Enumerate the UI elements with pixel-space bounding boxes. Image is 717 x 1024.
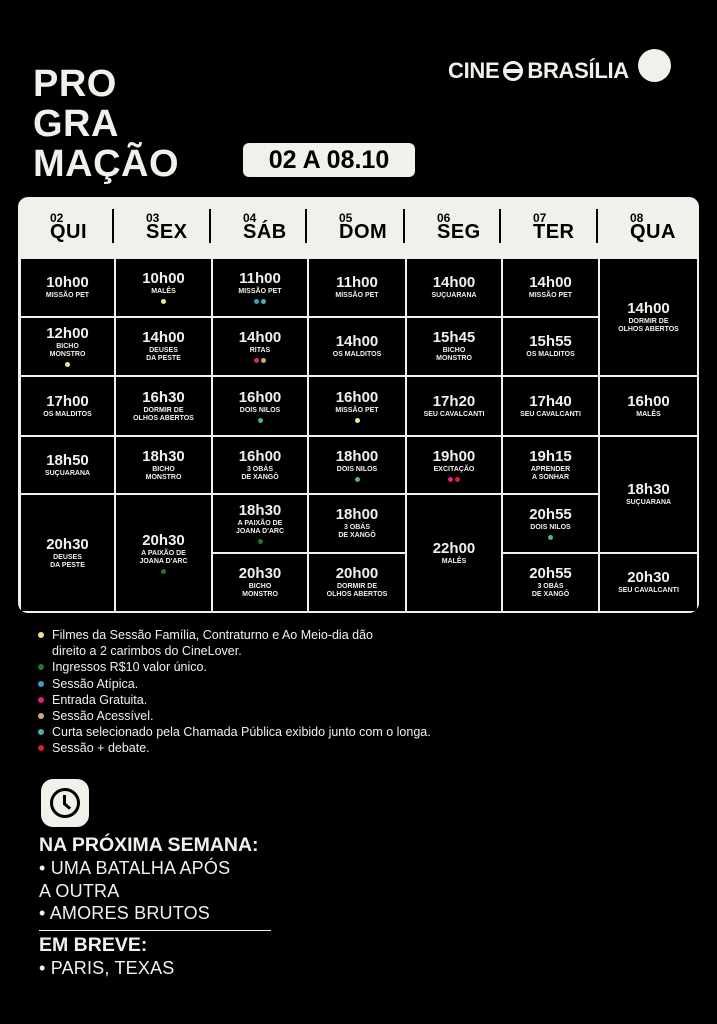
session-time: 19h00 xyxy=(432,447,476,465)
tag-dot-atipica xyxy=(254,299,259,304)
session-time: 12h00 xyxy=(46,325,89,342)
tag-dot-familia xyxy=(65,362,70,367)
session-time: 20h55 xyxy=(529,506,572,523)
session-cell xyxy=(600,377,697,435)
legend-text: Entrada Gratuita. xyxy=(52,692,148,707)
tag-dot-curta xyxy=(355,477,360,482)
session-tags xyxy=(65,362,70,367)
session-time: 16h00 xyxy=(238,388,282,406)
tag-dot-curta xyxy=(548,535,553,540)
session-film: 3 OBÁS DE XANGÔ xyxy=(531,583,570,598)
session-time: 20h55 xyxy=(529,565,572,582)
session-tags xyxy=(254,358,266,363)
tag-dot-gratuita xyxy=(254,358,259,363)
session-cell xyxy=(21,377,114,435)
session-cell xyxy=(21,437,114,493)
session-cell xyxy=(503,259,598,316)
session-cell xyxy=(213,318,307,375)
session-cell xyxy=(407,495,501,611)
session-film: MISSÃO PET xyxy=(45,292,90,299)
legend-text: Curta selecionado pela Chamada Pública exibido junto com o longa. xyxy=(52,725,431,740)
day-number: 04 xyxy=(243,211,257,225)
day-header xyxy=(18,197,88,257)
session-film: MALÊS xyxy=(151,288,176,295)
title-line-2: GRA xyxy=(33,103,119,145)
session-time: 18h30 xyxy=(627,481,670,498)
session-cell xyxy=(116,259,211,316)
logo-text-right: BRASÍLIA xyxy=(527,58,629,83)
session-cell xyxy=(600,259,697,375)
session-time: 16h00 xyxy=(238,447,282,465)
session-cell xyxy=(213,377,307,435)
session-film: MALÊS xyxy=(441,557,467,565)
session-time: 20h30 xyxy=(46,535,89,553)
session-film: DOIS NILOS xyxy=(336,465,378,473)
session-time: 14h00 xyxy=(627,299,670,317)
session-cell xyxy=(309,318,405,375)
next-week-heading: NA PRÓXIMA SEMANA: xyxy=(39,834,259,856)
legend-dot-curta xyxy=(38,729,44,735)
day-header xyxy=(307,197,388,257)
session-cell xyxy=(407,377,501,435)
session-film: DORMIR DE OLHOS ABERTOS xyxy=(618,317,679,333)
session-time: 11h00 xyxy=(336,274,378,291)
day-separator xyxy=(209,209,211,243)
clock-app-icon xyxy=(41,779,89,827)
tag-dot-familia xyxy=(355,418,360,423)
session-time: 20h00 xyxy=(335,565,379,582)
day-name: SEX xyxy=(146,221,188,243)
legend-text: Sessão Acessível. xyxy=(52,709,154,724)
session-time: 20h30 xyxy=(627,569,670,586)
legend-item xyxy=(38,740,431,756)
session-time: 18h30 xyxy=(238,502,282,519)
session-cell xyxy=(116,437,211,493)
session-cell xyxy=(116,318,211,375)
legend-dot-ingresso xyxy=(38,664,44,670)
session-film: RITAS xyxy=(249,347,271,354)
day-header xyxy=(405,197,481,257)
session-film: A PAIXÃO DE JOANA D'ARC xyxy=(235,520,285,535)
session-film: OS MALDITOS xyxy=(526,351,575,358)
legend xyxy=(38,627,431,757)
session-time: 17h00 xyxy=(46,392,89,410)
session-film: SEU CAVALCANTI xyxy=(423,410,485,418)
session-cell xyxy=(600,437,697,552)
session-cell xyxy=(503,554,598,611)
session-time: 16h00 xyxy=(627,392,670,410)
session-time: 15h45 xyxy=(432,329,476,346)
session-time: 22h00 xyxy=(432,539,476,557)
day-separator xyxy=(596,209,598,243)
logo-mark-icon xyxy=(503,61,523,81)
session-cell xyxy=(503,437,598,493)
session-cell xyxy=(309,377,405,435)
day-number: 08 xyxy=(630,211,644,225)
tag-dot-familia xyxy=(161,299,166,304)
session-cell xyxy=(309,495,405,552)
day-header xyxy=(211,197,287,257)
day-number: 07 xyxy=(533,211,547,225)
page-title xyxy=(33,64,179,184)
tag-dot-gratuita xyxy=(448,477,453,482)
session-cell xyxy=(503,318,598,375)
session-tags xyxy=(254,299,266,304)
logo-text-left: CINE xyxy=(448,58,500,83)
legend-item xyxy=(38,692,431,708)
session-cell xyxy=(213,495,307,552)
session-time: 11h00 xyxy=(239,270,281,287)
tag-dot-ingresso xyxy=(258,539,263,544)
day-separator xyxy=(305,209,307,243)
session-tags xyxy=(548,535,553,540)
session-time: 15h55 xyxy=(529,333,572,350)
session-film: MISSÃO PET xyxy=(335,292,379,299)
divider xyxy=(39,930,271,931)
cine-brasilia-logo xyxy=(448,58,629,84)
day-header xyxy=(598,197,676,257)
session-cell xyxy=(21,318,114,375)
session-time: 14h00 xyxy=(335,333,379,350)
clock-icon xyxy=(50,788,80,818)
session-film: MALÊS xyxy=(636,410,661,418)
legend-item xyxy=(38,627,431,659)
session-cell xyxy=(309,437,405,493)
legend-text: Sessão + debate. xyxy=(52,741,150,756)
session-cell xyxy=(213,554,307,611)
session-film: DEUSES DA PESTE xyxy=(146,347,181,362)
session-time: 18h30 xyxy=(142,447,185,465)
legend-dot-acessivel xyxy=(38,713,44,719)
legend-item xyxy=(38,659,431,675)
schedule-grid xyxy=(18,197,699,613)
next-week-item: • UMA BATALHA APÓS A OUTRA xyxy=(39,858,231,901)
tag-dot-curta xyxy=(258,418,263,423)
session-tags xyxy=(355,477,360,482)
coming-soon-heading: EM BREVE: xyxy=(39,933,148,956)
session-tags xyxy=(161,569,166,574)
session-time: 14h00 xyxy=(529,274,572,291)
session-time: 18h00 xyxy=(335,506,379,523)
legend-dot-atipica xyxy=(38,681,44,687)
session-film: BICHO MONSTRO xyxy=(49,343,86,358)
session-time: 16h00 xyxy=(335,388,379,406)
title-line-3: MAÇÃO xyxy=(33,143,180,185)
session-film: BICHO MONSTRO xyxy=(242,583,278,598)
session-cell xyxy=(21,259,114,316)
session-time: 14h00 xyxy=(238,329,282,346)
day-name: QUI xyxy=(50,221,88,243)
session-time: 19h15 xyxy=(529,447,572,465)
session-film: SUÇUARANA xyxy=(625,499,672,506)
day-number: 02 xyxy=(50,211,64,225)
legend-text: Ingressos R$10 valor único. xyxy=(52,660,207,675)
tag-dot-acessivel xyxy=(261,358,266,363)
session-tags xyxy=(355,418,360,423)
session-tags xyxy=(448,477,460,482)
day-header xyxy=(501,197,575,257)
legend-dot-familia xyxy=(38,632,44,638)
session-film: DORMIR DE OLHOS ABERTOS xyxy=(133,406,194,422)
session-time: 16h30 xyxy=(142,388,185,406)
title-line-1: PRO xyxy=(33,63,117,105)
session-film: BICHO MONSTRO xyxy=(436,347,472,362)
circle-icon xyxy=(638,49,671,82)
next-week-item: • AMORES BRUTOS xyxy=(39,903,211,923)
day-separator xyxy=(112,209,114,243)
session-time: 17h40 xyxy=(529,392,572,410)
day-name: QUA xyxy=(630,221,676,243)
session-cell xyxy=(503,495,598,552)
session-film: BICHO MONSTRO xyxy=(145,465,182,481)
legend-dot-debate xyxy=(38,745,44,751)
session-film: SEU CAVALCANTI xyxy=(618,587,679,594)
session-film: OS MALDITOS xyxy=(43,410,92,418)
legend-item xyxy=(38,724,431,740)
session-film: EXCITAÇÃO xyxy=(433,465,475,473)
session-time: 18h50 xyxy=(46,451,89,469)
upcoming-section xyxy=(39,834,279,979)
coming-soon-item: • PARIS, TEXAS xyxy=(39,957,175,978)
session-tags xyxy=(258,539,263,544)
session-time: 10h00 xyxy=(46,274,89,291)
day-name: TER xyxy=(533,221,575,243)
session-tags xyxy=(161,299,166,304)
legend-dot-gratuita xyxy=(38,697,44,703)
session-film: DEUSES DA PESTE xyxy=(50,553,85,569)
day-number: 06 xyxy=(437,211,451,225)
session-time: 10h00 xyxy=(142,270,185,287)
session-cell xyxy=(213,259,307,316)
session-film: SUÇUARANA xyxy=(431,292,477,299)
session-film: 3 OBÁS DE XANGÔ xyxy=(338,524,376,539)
session-cell xyxy=(309,259,405,316)
date-range-badge: 02 A 08.10 xyxy=(243,143,415,177)
day-name: SÁB xyxy=(243,221,287,243)
session-time: 18h00 xyxy=(335,447,379,465)
session-film: DOIS NILOS xyxy=(530,524,571,531)
day-number: 03 xyxy=(146,211,160,225)
session-film: 3 OBÁS DE XANGÔ xyxy=(241,465,279,481)
tag-dot-ingresso xyxy=(161,569,166,574)
legend-item xyxy=(38,676,431,692)
legend-text: Sessão Atípica. xyxy=(52,676,139,691)
session-cell xyxy=(309,554,405,611)
session-cell xyxy=(407,318,501,375)
session-cell xyxy=(213,437,307,493)
session-cell xyxy=(503,377,598,435)
session-film: SEU CAVALCANTI xyxy=(520,410,581,418)
tag-dot-debate xyxy=(455,477,460,482)
legend-item xyxy=(38,708,431,724)
session-film: MISSÃO PET xyxy=(238,288,282,295)
session-film: DORMIR DE OLHOS ABERTOS xyxy=(326,583,388,598)
session-film: OS MALDITOS xyxy=(332,351,382,358)
session-cell xyxy=(407,437,501,493)
session-tags xyxy=(258,418,263,423)
tag-dot-curta xyxy=(261,299,266,304)
day-name: SEG xyxy=(437,221,481,243)
session-cell xyxy=(21,495,114,611)
session-film: MISSÃO PET xyxy=(528,292,573,299)
session-film: SUÇUARANA xyxy=(44,469,91,477)
session-cell xyxy=(116,495,211,611)
day-number: 05 xyxy=(339,211,353,225)
session-time: 17h20 xyxy=(432,392,476,410)
session-cell xyxy=(116,377,211,435)
session-time: 20h30 xyxy=(238,565,282,582)
session-time: 14h00 xyxy=(142,329,185,346)
session-film: APRENDER A SONHAR xyxy=(530,465,571,481)
session-cell xyxy=(407,259,501,316)
day-separator xyxy=(403,209,405,243)
day-header xyxy=(114,197,188,257)
session-film: MISSÃO PET xyxy=(335,406,379,414)
session-film: DOIS NILOS xyxy=(239,406,281,414)
day-name: DOM xyxy=(339,221,388,243)
session-cell xyxy=(600,554,697,611)
session-time: 14h00 xyxy=(432,274,476,291)
session-time: 20h30 xyxy=(142,531,185,549)
session-film: A PAIXÃO DE JOANA D'ARC xyxy=(139,549,188,565)
day-separator xyxy=(499,209,501,243)
legend-text: Filmes da Sessão Família, Contraturno e Ao Meio-dia dão direito a 2 carimbos do CineLover. xyxy=(52,628,373,659)
